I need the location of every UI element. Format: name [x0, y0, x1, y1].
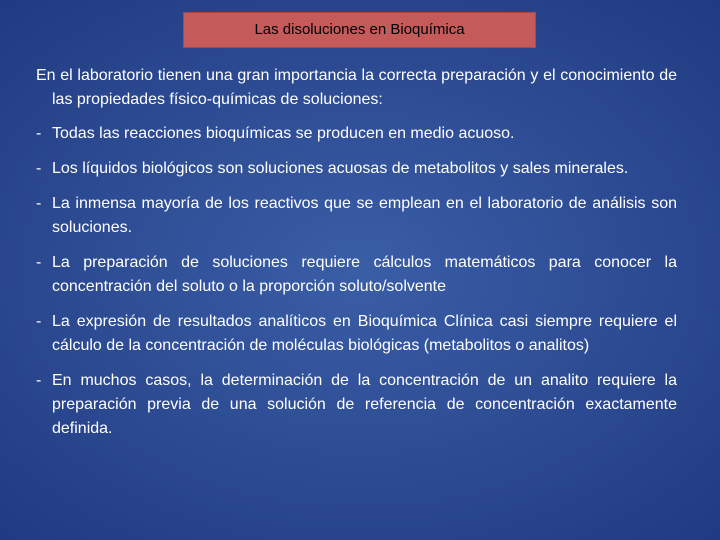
bullet-marker: -: [36, 313, 42, 330]
bullet-marker: -: [36, 160, 42, 177]
bullet-marker: -: [36, 372, 42, 389]
bullet-item: [36, 369, 677, 441]
bullet-item: [36, 157, 677, 181]
intro-paragraph: En el laboratorio tienen una gran importancia la correcta preparación y el conocimiento de las propiedades físico-químicas de soluciones:: [36, 67, 677, 108]
bullet-marker: -: [36, 254, 42, 271]
bullet-item: [36, 310, 677, 358]
slide-title: Las disoluciones en Bioquímica: [254, 21, 465, 38]
bullet-item: [36, 251, 677, 299]
slide-content: [36, 64, 677, 452]
bullet-text: La inmensa mayoría de los reactivos que se emplean en el laboratorio de análisis son soluciones.: [52, 195, 677, 236]
bullet-text: En muchos casos, la determinación de la concentración de un analito requiere la preparación previa de una solución de referencia de concentración exactamente definida.: [52, 372, 677, 437]
bullet-text: Los líquidos biológicos son soluciones acuosas de metabolitos y sales minerales.: [52, 160, 629, 177]
bullet-text: La expresión de resultados analíticos en Bioquímica Clínica casi siempre requiere el cálculo de la concentración de moléculas biológicas (metabolitos o analitos): [52, 313, 677, 354]
bullet-item: [36, 122, 677, 146]
bullet-text: Todas las reacciones bioquímicas se producen en medio acuoso.: [52, 125, 515, 142]
bullet-marker: -: [36, 125, 42, 142]
title-box: [183, 12, 536, 48]
bullet-marker: -: [36, 195, 42, 212]
bullet-item: [36, 192, 677, 240]
bullet-text: La preparación de soluciones requiere cálculos matemáticos para conocer la concentración del soluto o la proporción soluto/solvente: [52, 254, 677, 295]
